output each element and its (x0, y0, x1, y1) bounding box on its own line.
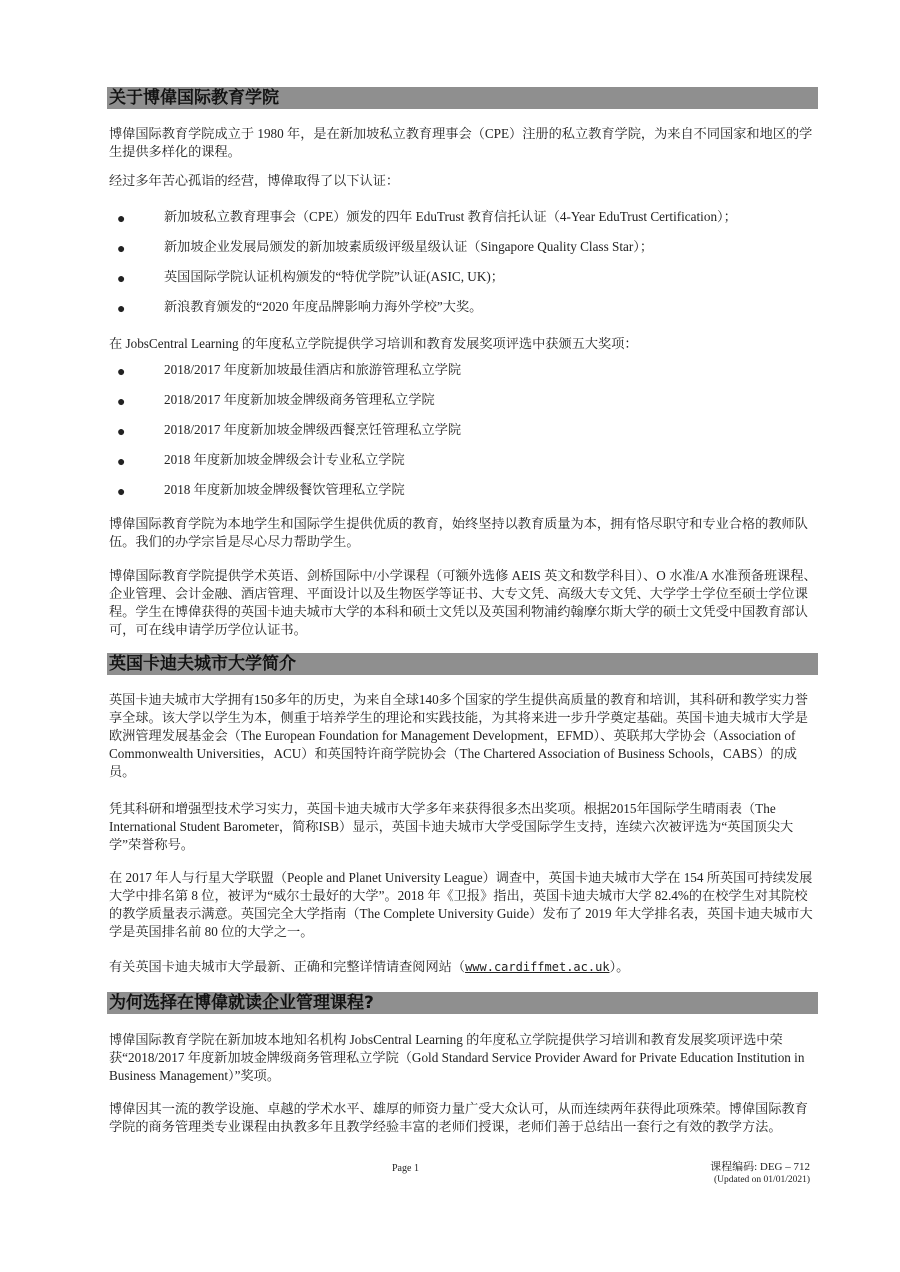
section-heading-cardiff: 英国卡迪夫城市大学简介 (107, 653, 818, 675)
list-item: ● 英国国际学院认证机构颁发的“特优学院”认证(ASIC, UK)； (117, 269, 504, 287)
list-item: ● 2018/2017 年度新加坡最佳酒店和旅游管理私立学院 (117, 362, 462, 380)
list-item: ● 新浪教育颁发的“2020 年度品牌影响力海外学校”大奖。 (117, 299, 483, 317)
list-item: ● 2018 年度新加坡金牌级餐饮管理私立学院 (117, 482, 405, 500)
bullet-icon: ● (117, 395, 126, 410)
bullet-icon: ● (117, 242, 126, 257)
section-heading-why: 为何选择在博偉就读企业管理课程? (107, 992, 818, 1014)
awards-intro: 在 JobsCentral Learning 的年度私立学院提供学习培训和教育发展奖项评选中获颁五大奖项： (109, 336, 638, 351)
list-item: ● 2018/2017 年度新加坡金牌级商务管理私立学院 (117, 392, 435, 410)
awards-list (109, 361, 817, 511)
list-item: ● 新加坡企业发展局颁发的新加坡素质级评级星级认证（Singapore Quality Class Star）； (117, 239, 654, 257)
para-courses: 博偉国际教育学院提供学术英语、剑桥国际中/小学课程（可额外选修 AEIS 英文和数学科目）、O 水准/A 水准预备班课程、企业管理、会计金融、酒店管理、平面设计以及生物医学等证书、大专文凭、高级大专文凭、大学学士学位至硕士学位课程。学生在博偉获得的英国卡迪夫城市大学的本科和硕士文凭以及英国利物浦约翰摩尔斯大学的硕士文凭受中国教育部认可，可在线申请学历学位认证书。 (109, 568, 817, 637)
bullet-icon: ● (117, 425, 126, 440)
page-number: Page 1 (392, 1163, 419, 1174)
updated-date: (Updated on 01/01/2021) (713, 1175, 810, 1185)
bullet-icon: ● (117, 485, 126, 500)
para-quality: 博偉国际教育学院为本地学生和国际学生提供优质的教育，始终坚持以教育质量为本，拥有恪尽职守和专业合格的教师队伍。我们的办学宗旨是尽心尽力帮助学生。 (109, 516, 808, 549)
bullet-icon: ● (117, 365, 126, 380)
bullet-icon: ● (117, 455, 126, 470)
cardiff-website-link[interactable]: www.cardiffmet.ac.uk (465, 960, 610, 974)
course-code: 课程编码: DEG – 712 (Updated on 01/01/2021) (680, 1161, 810, 1187)
why-para-2: 博偉因其一流的教学设施、卓越的学术水平、雄厚的师资力量广受大众认可，从而连续两年获得此项殊荣。博偉国际教育学院的商务管理类专业课程由执教多年且教学经验丰富的老师们授课，老师们善于总结出一套行之有效的教学方法。 (109, 1101, 808, 1134)
list-item: ● 2018/2017 年度新加坡金牌级西餐烹饪管理私立学院 (117, 422, 462, 440)
cardiff-para-1: 英国卡迪夫城市大学拥有150多年的历史，为来自全球140多个国家的学生提供高质量的教育和培训，其科研和教学实力誉享全球。该大学以学生为本，侧重于培养学生的理论和实践技能，为其将来进一步升学奠定基础。英国卡迪夫城市大学是欧洲管理发展基金会（The European Foundation for Management Development，EFMD）、英联邦大学协会（Association of Commonwealth Universities，ACU）和英国特许商学院协会（The Chartered Association of Business Schools，CABS）的成员。 (109, 692, 808, 779)
section-heading-about: 关于博偉国际教育学院 (107, 87, 818, 109)
bullet-icon: ● (117, 302, 126, 317)
cardiff-para-4: 有关英国卡迪夫城市大学最新、正确和完整详情请查阅网站（www.cardiffmet.ac.uk）。 (109, 959, 630, 974)
cardiff-para-2: 凭其科研和增强型技术学习实力，英国卡迪夫城市大学多年来获得很多杰出奖项。根据2015年国际学生晴雨表（The International Student Barometer，简称ISB）显示，英国卡迪夫城市大学受国际学生支持，连续六次被评选为“英国顶尖大学”荣誉称号。 (109, 801, 794, 852)
bullet-icon: ● (117, 212, 126, 227)
cert-intro: 经过多年苦心孤诣的经营，博偉取得了以下认证： (109, 173, 400, 188)
bullet-icon: ● (117, 272, 126, 287)
why-para-1: 博偉国际教育学院在新加坡本地知名机构 JobsCentral Learning 的年度私立学院提供学习培训和教育发展奖项评选中荣获“2018/2017 年度新加坡金牌级商务管理私立学院（Gold Standard Service Provider Award for Private Education Institution in Business Management）”奖项。 (109, 1032, 805, 1083)
about-intro: 博偉国际教育学院成立于 1980 年，是在新加坡私立教育理事会（CPE）注册的私立教育学院，为来自不同国家和地区的学生提供多样化的课程。 (109, 126, 813, 159)
certification-list (109, 208, 817, 328)
list-item: ● 2018 年度新加坡金牌级会计专业私立学院 (117, 452, 405, 470)
list-item: ● 新加坡私立教育理事会（CPE）颁发的四年 EduTrust 教育信托认证（4-Year EduTrust Certification）； (117, 209, 737, 227)
cardiff-para-3: 在 2017 年人与行星大学联盟（People and Planet University League）调查中，英国卡迪夫城市大学在 154 所英国可持续发展大学中排名第 8 位，被评为“威尔士最好的大学”。2018 年《卫报》指出，英国卡迪夫城市大学 82.4%的在校学生对其院校的教学质量表示满意。英国完全大学指南（The Complete University Guide）发布了 2019 年大学排名表，英国卡迪夫城市大学是英国排名前 80 位的大学之一。 (109, 870, 813, 939)
